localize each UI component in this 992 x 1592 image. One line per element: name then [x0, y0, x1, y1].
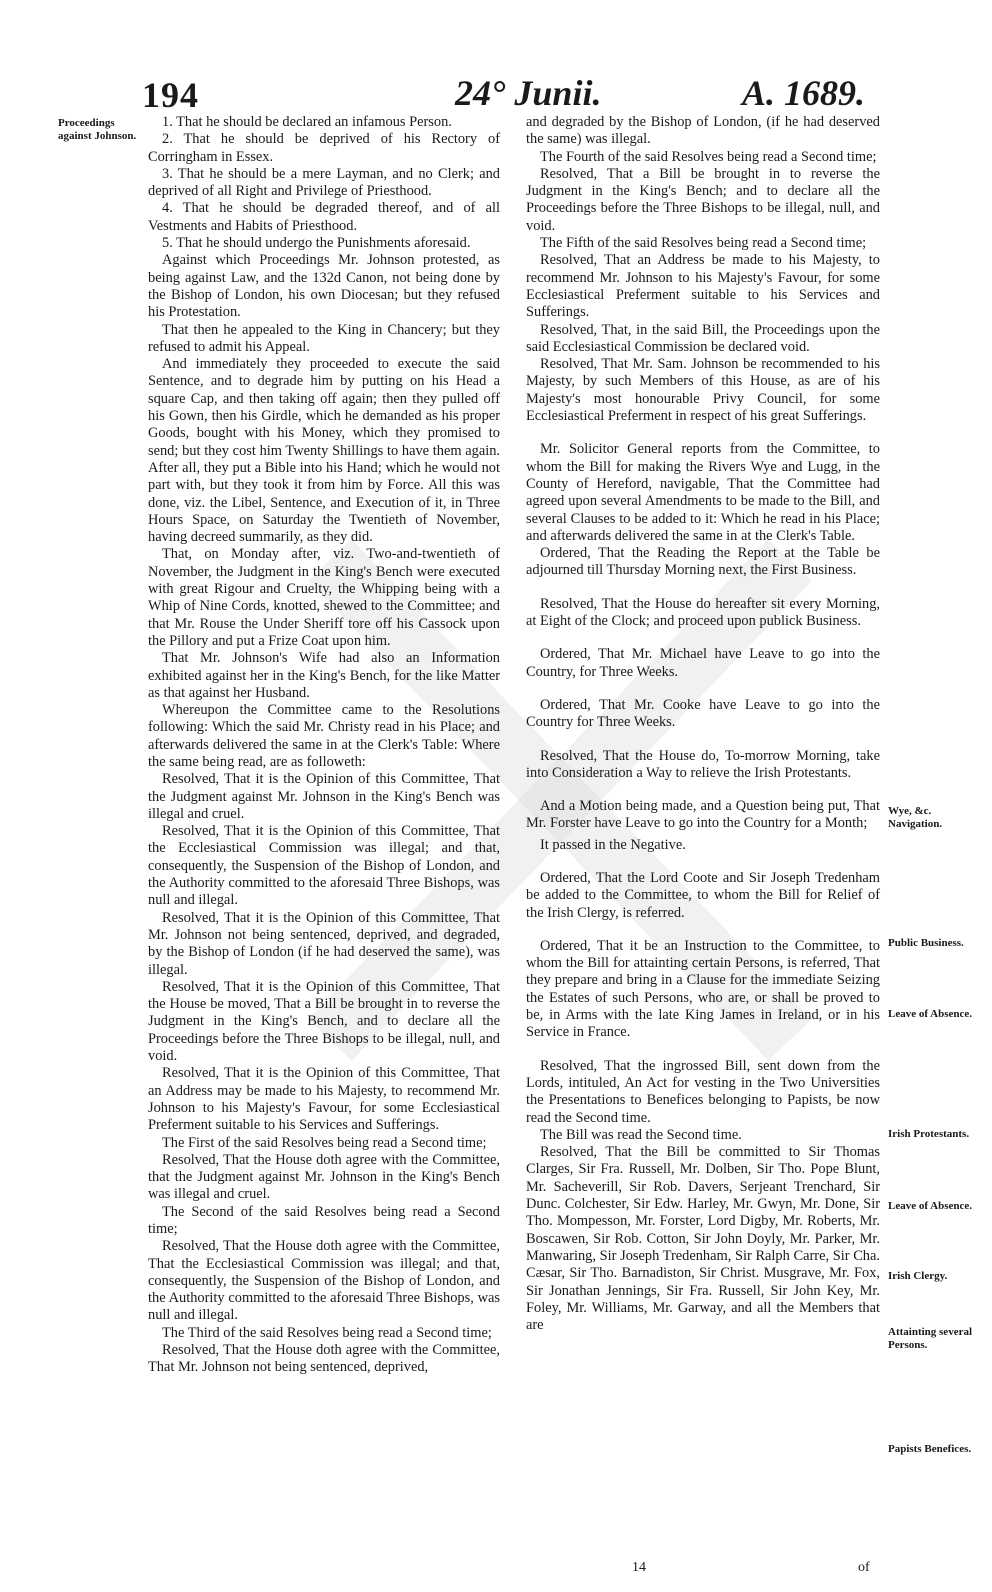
paragraph: That then he appealed to the King in Chancery; but they refused to admit his Appeal. [148, 321, 500, 355]
page-year: A. 1689. [742, 73, 866, 113]
paragraph: and degraded by the Bishop of London, (if he had deserved the same) was illegal. [526, 114, 880, 148]
paragraph: Resolved, That the ingrossed Bill, sent down from the Lords, intituled, An Act for vesting in the Two Universities the Presentations to Benefices belonging to Papists, be now read the Second time. [526, 1057, 880, 1126]
paragraph: Resolved, That the House do, To-morrow Morning, take into Consideration a Way to relieve the Irish Protestants. [526, 747, 880, 781]
margin-note-irish-clergy: Irish Clergy. [888, 1270, 948, 1282]
paragraph: Resolved, That the House doth agree with the Committee, that the Judgment against Mr. Johnson in the King's Bench was illegal and cruel. [148, 1151, 500, 1203]
margin-note-irish-protestants: Irish Protestants. [888, 1128, 970, 1140]
paragraph: The Fifth of the said Resolves being read a Second time; [540, 235, 867, 252]
margin-note-proceedings: Proceedings against Johnson. [58, 117, 137, 142]
paragraph: Mr. Solicitor General reports from the Committee, to whom the Bill for making the Rivers Wye and Lugg, in the County of Hereford, navigable, That the Committee had agreed upon several Amendments to be made to the Bill, and several Clauses to be added to it: Which he read in his Place; and afterwards delivered the same in at the Clerk's Table. [526, 441, 880, 544]
margin-note-public: Public Business. [888, 937, 964, 949]
page-date: 24° Junii. [455, 73, 602, 113]
paragraph: Resolved, That it is the Opinion of this Committee, That the House be moved, That a Bill be brought in to reverse the Judgment in the King's Bench, and to declare all the Proceedings before the Three Bishops to be illegal, null, and void. [148, 978, 500, 1065]
right-column [526, 114, 880, 1334]
paragraph: 4. That he should be degraded thereof, and of all Vestments and Habits of Priesthood. [148, 200, 500, 234]
paragraph: Ordered, That Mr. Cooke have Leave to go into the Country for Three Weeks. [526, 696, 880, 731]
left-column [148, 114, 500, 1377]
margin-note-leave-1: Leave of Absence. [888, 1008, 973, 1020]
paragraph: Whereupon the Committee came to the Resolutions following: Which the said Mr. Christy read in his Place; and afterwards delivered the same in at the Clerk's Table: Where the same being read, are as followeth: [148, 702, 500, 770]
paragraph: That, on Monday after, viz. Two-and-twentieth of November, the Judgment in the King's Bench were executed with great Rigour and Cruelty, the Whipping being with a Whip of Nine Cords, knotted, shewed to the Committee; and that Mr. Rouse the Under Sheriff tore off his Cassock upon the Pillory and put a Frize Coat upon him. [148, 546, 500, 649]
paragraph: Resolved, That it is the Opinion of this Committee, That the Ecclesiastical Commission was illegal; and that, consequently, the Suspension of the Bishop of London, and the Authority committed to the aforesaid Three Bishops, was null and illegal. [148, 823, 500, 909]
paragraph: Resolved, That, in the said Bill, the Proceedings upon the said Ecclesiastical Commission be declared void. [526, 321, 880, 355]
paragraph: 5. That he should undergo the Punishments aforesaid. [162, 235, 471, 252]
paragraph: Resolved, That it is the Opinion of this Committee, That Mr. Johnson not being sentenced, deprived, and degraded, by the Bishop of London (if he had deserved the same), was illegal. [148, 909, 500, 978]
paragraph: Resolved, That the Bill be committed to Sir Thomas Clarges, Sir Fra. Russell, Mr. Dolben, Sir Tho. Pope Blunt, Mr. Sacheverill, Sir Rob. Davers, Serjeant Trenchard, Sir Dunc. Colchester, Sir Edw. Harley, Mr. Gwyn, Mr. Done, Sir Tho. Mompesson, Mr. Forster, Lord Digby, Mr. Roberts, Mr. Boscawen, Sir Rob. Cotton, Sir John Doyly, Mr. Parker, Mr. Manwaring, Sir Joseph Tredenham, Sir Ralph Carre, Sir Cha. Cæsar, Sir Tho. Barnadiston, Sir Christ. Musgrave, Mr. Fox, Sir Jonathan Jennings, Sir Fra. Russell, Sir John Key, Mr. Foley, Mr. Williams, Mr. Garway, and all the Members that are [526, 1144, 880, 1334]
page-number: 194 [142, 75, 199, 115]
margin-note-leave-2: Leave of Absence. [888, 1200, 973, 1212]
paragraph: Ordered, That the Lord Coote and Sir Joseph Tredenham be added to the Committee, to whom the Bill for Relief of the Irish Clergy, is referred. [526, 869, 880, 921]
paragraph: Resolved, That a Bill be brought in to reverse the Judgment in the King's Bench; and to declare all the Proceedings before the Three Bishops to be illegal, null, and void. [526, 165, 880, 234]
paragraph: Resolved, That the House doth agree with the Committee, That Mr. Johnson not being sentenced, deprived, [148, 1342, 500, 1376]
paragraph: Resolved, That it is the Opinion of this Committee, That an Address may be made to his Majesty, to recommend Mr. Johnson to his Majesty's Favour, for some Ecclesiastical Preferment suitable to his Services and Sufferings. [148, 1065, 500, 1134]
margin-note-papists: Papists Benefices. [888, 1443, 972, 1455]
page-header [0, 68, 992, 118]
paragraph: It passed in the Negative. [540, 836, 686, 853]
paragraph: And a Motion being made, and a Question being put, That Mr. Forster have Leave to go into the Country for a Month; [526, 798, 880, 832]
paragraph: 3. That he should be a mere Layman, and no Clerk; and deprived of all Right and Privilege of Priesthood. [148, 165, 500, 200]
paragraph: Resolved, That Mr. Sam. Johnson be recommended to his Majesty, by such Members of this House, as are of his Majesty's most honourable Privy Council, for some Ecclesiastical Preferment in respect of his great Sufferings. [526, 356, 880, 425]
paragraph: Resolved, That an Address be made to his Majesty, to recommend Mr. Johnson to his Majesty's Favour, for some Ecclesiastical Preferment suitable to his Services and Sufferings. [526, 252, 880, 321]
paragraph: The Bill was read the Second time. [540, 1126, 742, 1143]
paragraph: 1. That he should be declared an infamous Person. [162, 114, 452, 130]
paragraph: The First of the said Resolves being read a Second time; [162, 1134, 487, 1151]
margin-note-wye: Wye, &c. Navigation. [888, 805, 943, 830]
paragraph: That Mr. Johnson's Wife had also an Information exhibited against her in the King's Bench, for the like Matter as that against her Husband. [148, 650, 500, 701]
paragraph: The Second of the said Resolves being read a Second time; [148, 1203, 500, 1237]
paragraph: And immediately they proceeded to execute the said Sentence, and to degrade him by putting on his Head a square Cap, and then taking off again; then they pulled off his Gown, then his Girdle, which he demanded as his proper Goods, bought with his Money, which they promised to send; but they cost him Twenty Shillings to have them again. After all, they put a Bible into his Hand; which he would not part with, but they took it from him by Force. All this was done, viz. the Libel, Sentence, and Execution of it, in Three Hours Space, on Saturday the Twentieth of November, having decreed summarily, as they did. [148, 356, 500, 546]
signature-mark: 14 [632, 1560, 646, 1575]
catchword: of [858, 1560, 870, 1575]
paragraph: Ordered, That the Reading the Report at the Table be adjourned till Thursday Morning next, the First Business. [526, 545, 880, 579]
paragraph: Ordered, That Mr. Michael have Leave to go into the Country, for Three Weeks. [526, 646, 880, 680]
margin-note-attainting: Attainting several Persons. [888, 1326, 973, 1351]
paragraph: Resolved, That the House doth agree with the Committee, That the Ecclesiastical Commission was illegal; and that, consequently, the Suspension of the Bishop of London, and the Authority committed to the aforesaid Three Bishops, was null and illegal. [148, 1238, 500, 1324]
paragraph: Against which Proceedings Mr. Johnson protested, as being against Law, and the 132d Canon, not being done by the Bishop of London, his own Diocesan; but they refused his Protestation. [148, 252, 500, 321]
paragraph: The Fourth of the said Resolves being read a Second time; [540, 148, 877, 165]
paragraph: The Third of the said Resolves being read a Second time; [162, 1324, 492, 1341]
paragraph: Resolved, That the House do hereafter sit every Morning, at Eight of the Clock; and proceed upon publick Business. [526, 595, 880, 630]
paragraph: Ordered, That it be an Instruction to the Committee, to whom the Bill for attainting certain Persons, is referred, That they prepare and bring in a Clause for the immediate Seizing the Estates of such Persons, who are, or shall be proved to be, in Arms with the late King James in Ireland, or in his Service in France. [526, 937, 880, 1041]
paragraph: 2. That he should be deprived of his Rectory of Corringham in Essex. [148, 131, 500, 165]
paragraph: Resolved, That it is the Opinion of this Committee, That the Judgment against Mr. Johnson in the King's Bench was illegal and cruel. [148, 771, 500, 822]
